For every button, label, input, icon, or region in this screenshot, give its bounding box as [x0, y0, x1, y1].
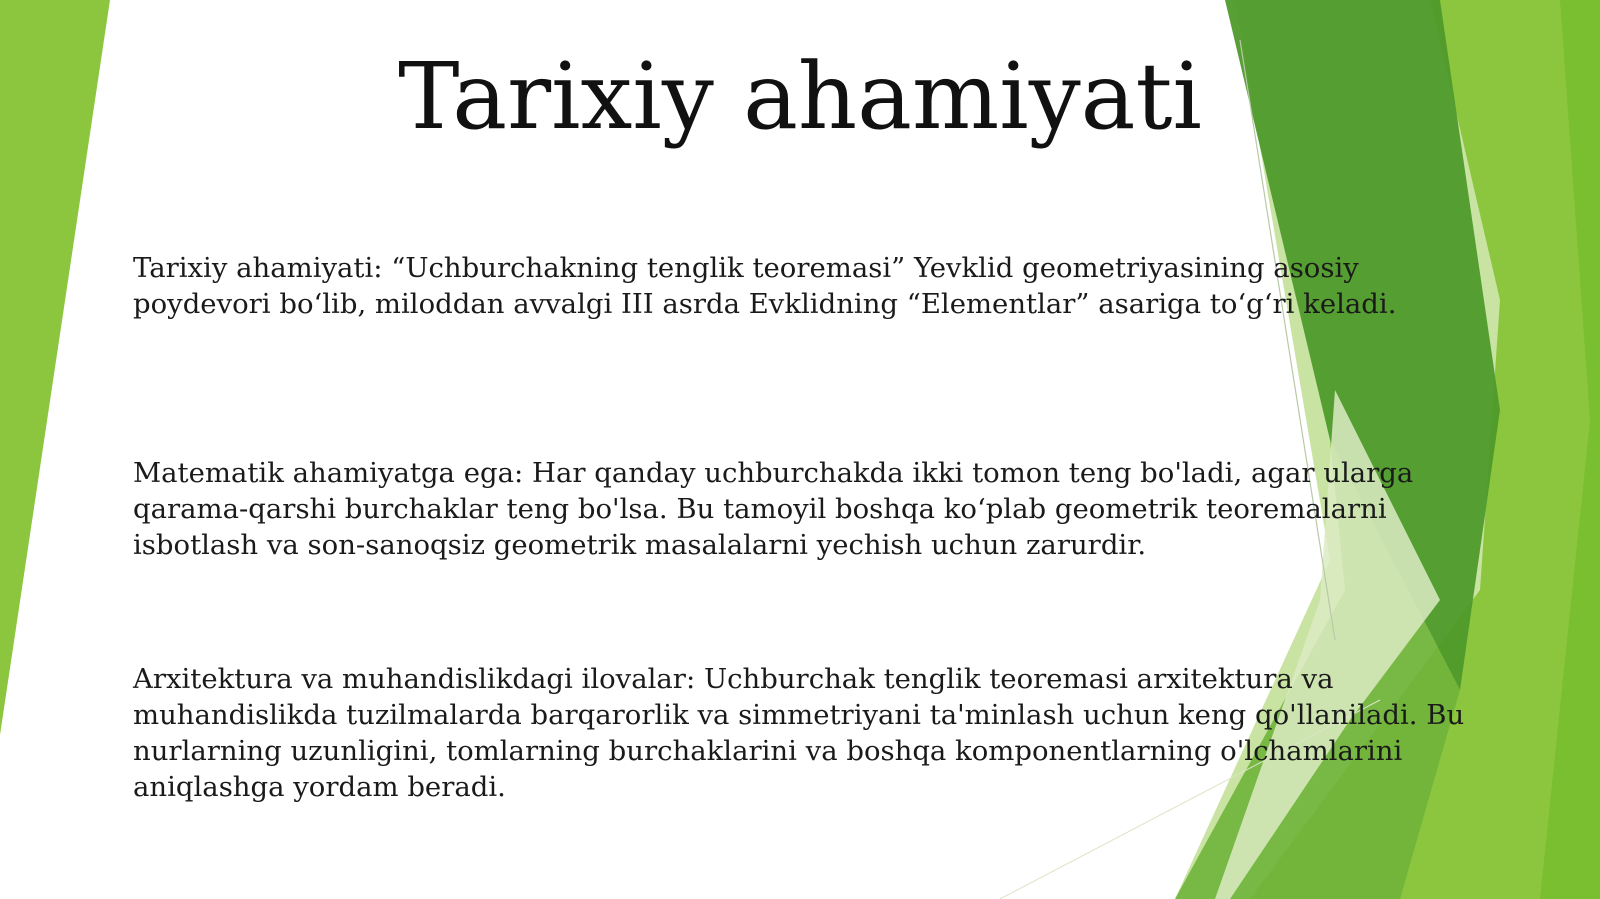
paragraph-historical-significance: Tarixiy ahamiyati: “Uchburchakning tenglik teoremasi” Yevklid geometriyasining asosiy poydevori bo‘lib, miloddan avvalgi III asrda Evklidning “Elementlar” asariga to‘g‘ri keladi. — [133, 252, 1397, 320]
slide-title: Tarixiy ahamiyati — [398, 43, 1202, 150]
paragraph-architecture-applications: Arxitektura va muhandislikdagi ilovalar: Uchburchak tenglik teoremasi arxitektura va muhandislikda tuzilmalarda barqarorlik va simmetriyani ta'minlash uchun keng qo'llaniladi. Bu nurlarning uzunligini, tomlarning burchaklarini va boshqa komponentlarning o'lchamlarini aniqlashga yordam beradi. — [133, 663, 1465, 803]
paragraph-mathematical-significance: Matematik ahamiyatga ega: Har qanday uchburchakda ikki tomon teng bo'ladi, agar ularga qarama-qarshi burchaklar teng bo'lsa. Bu tamoyil boshqa ko‘plab geometrik teoremalarni isbotlash va son-sanoqsiz geometrik masalalarni yechish uchun zarurdir. — [133, 457, 1414, 561]
